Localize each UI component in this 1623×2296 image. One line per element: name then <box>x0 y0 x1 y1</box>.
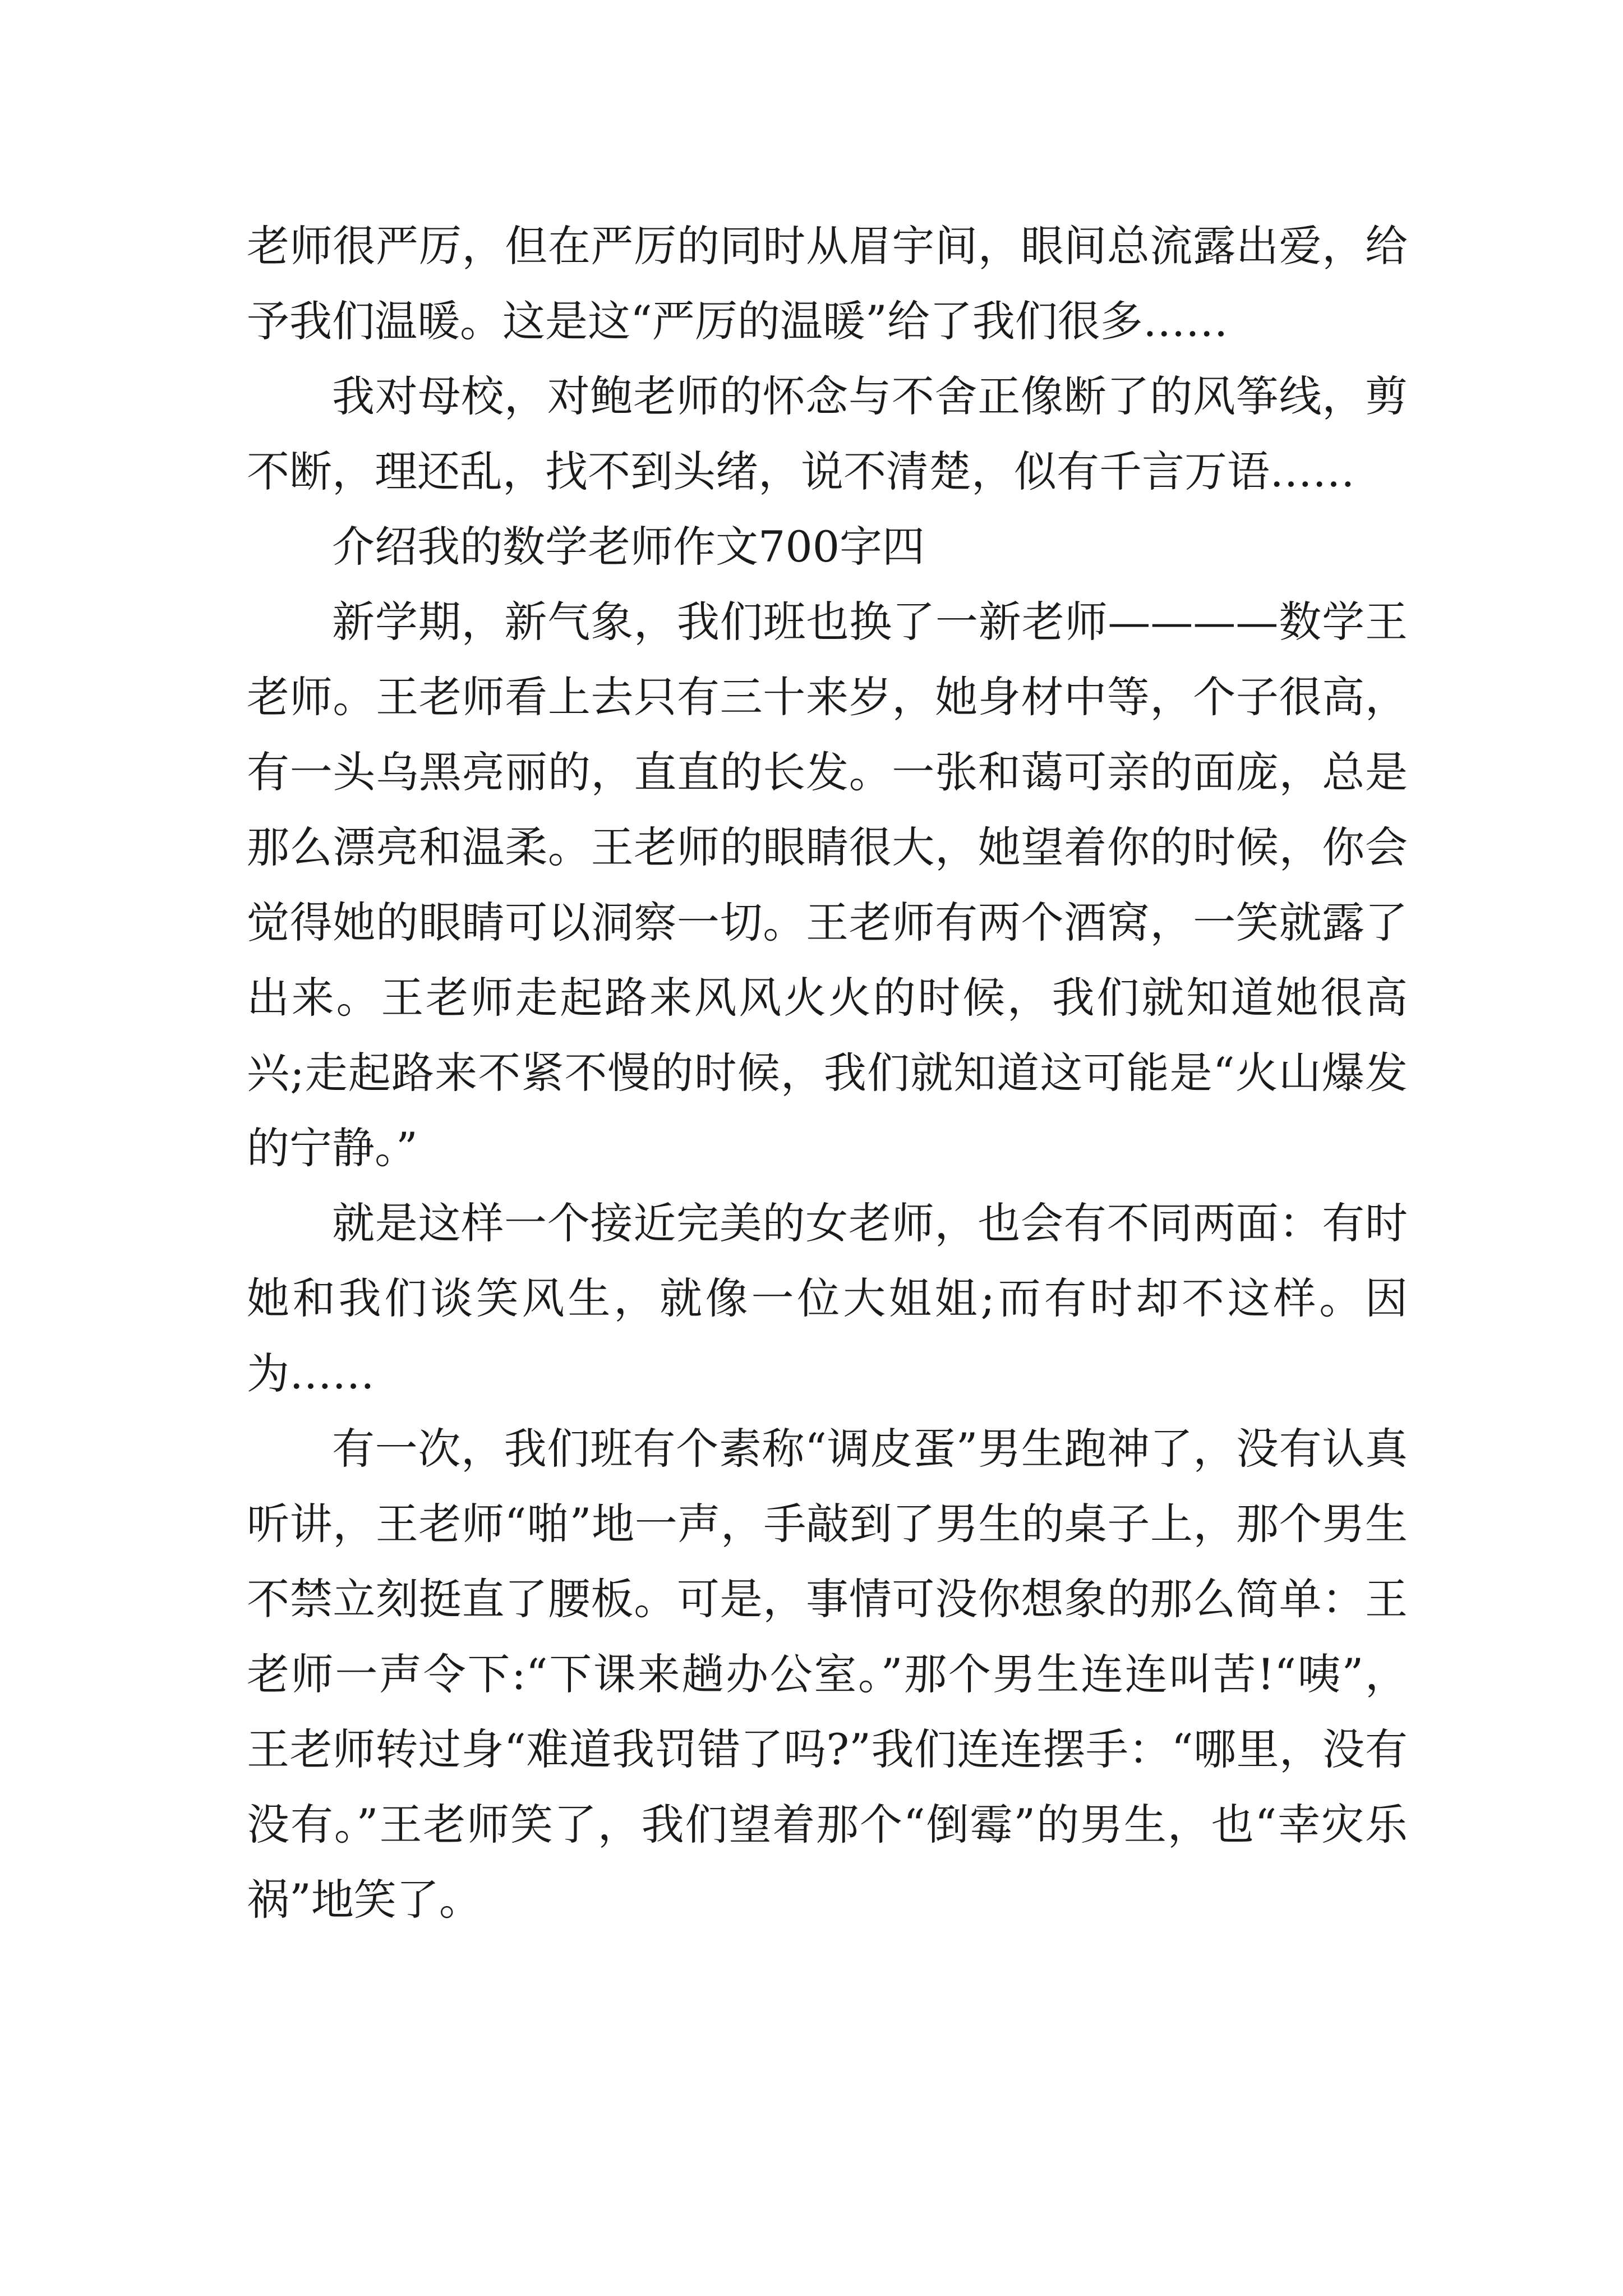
section-heading: 介绍我的数学老师作文700字四 <box>332 522 925 572</box>
paragraph-4: 就是这样一个接近完美的女老师，也会有不同两面：有时她和我们谈笑风生，就像一位大姐姐;而有时却不这样。因为…… <box>247 1198 1408 1398</box>
paragraph-2: 我对母校，对鲍老师的怀念与不舍正像断了的风筝线，剪不断，理还乱，找不到头绪，说不清楚，似有千言万语…… <box>247 371 1408 496</box>
paragraph-1: 老师很严厉，但在严厉的同时从眉宇间，眼间总流露出爱，给予我们温暖。这是这“严厉的温暖”给了我们很多…… <box>247 221 1408 346</box>
document-page <box>247 209 1408 1938</box>
paragraph-5: 有一次，我们班有个素称“调皮蛋”男生跑神了，没有认真听讲，王老师“啪”地一声，手敲到了男生的桌子上，那个男生不禁立刻挺直了腰板。可是，事情可没你想象的那么简单：王老师一声令下:“下课来趟办公室。”那个男生连连叫苦!“咦”，王老师转过身“难道我罚错了吗?”我们连连摆手：“哪里，没有没有。”王老师笑了，我们望着那个“倒霉”的男生，也“幸灾乐祸”地笑了。 <box>247 1424 1408 1925</box>
paragraph-3: 新学期，新气象，我们班也换了一新老师————数学王老师。王老师看上去只有三十来岁，她身材中等，个子很高，有一头乌黑亮丽的，直直的长发。一张和蔼可亲的面庞，总是那么漂亮和温柔。王老师的眼睛很大，她望着你的时候，你会觉得她的眼睛可以洞察一切。王老师有两个酒窝，一笑就露了出来。王老师走起路来风风火火的时候，我们就知道她很高兴;走起路来不紧不慢的时候，我们就知道这可能是“火山爆发的宁静。” <box>247 597 1408 1173</box>
